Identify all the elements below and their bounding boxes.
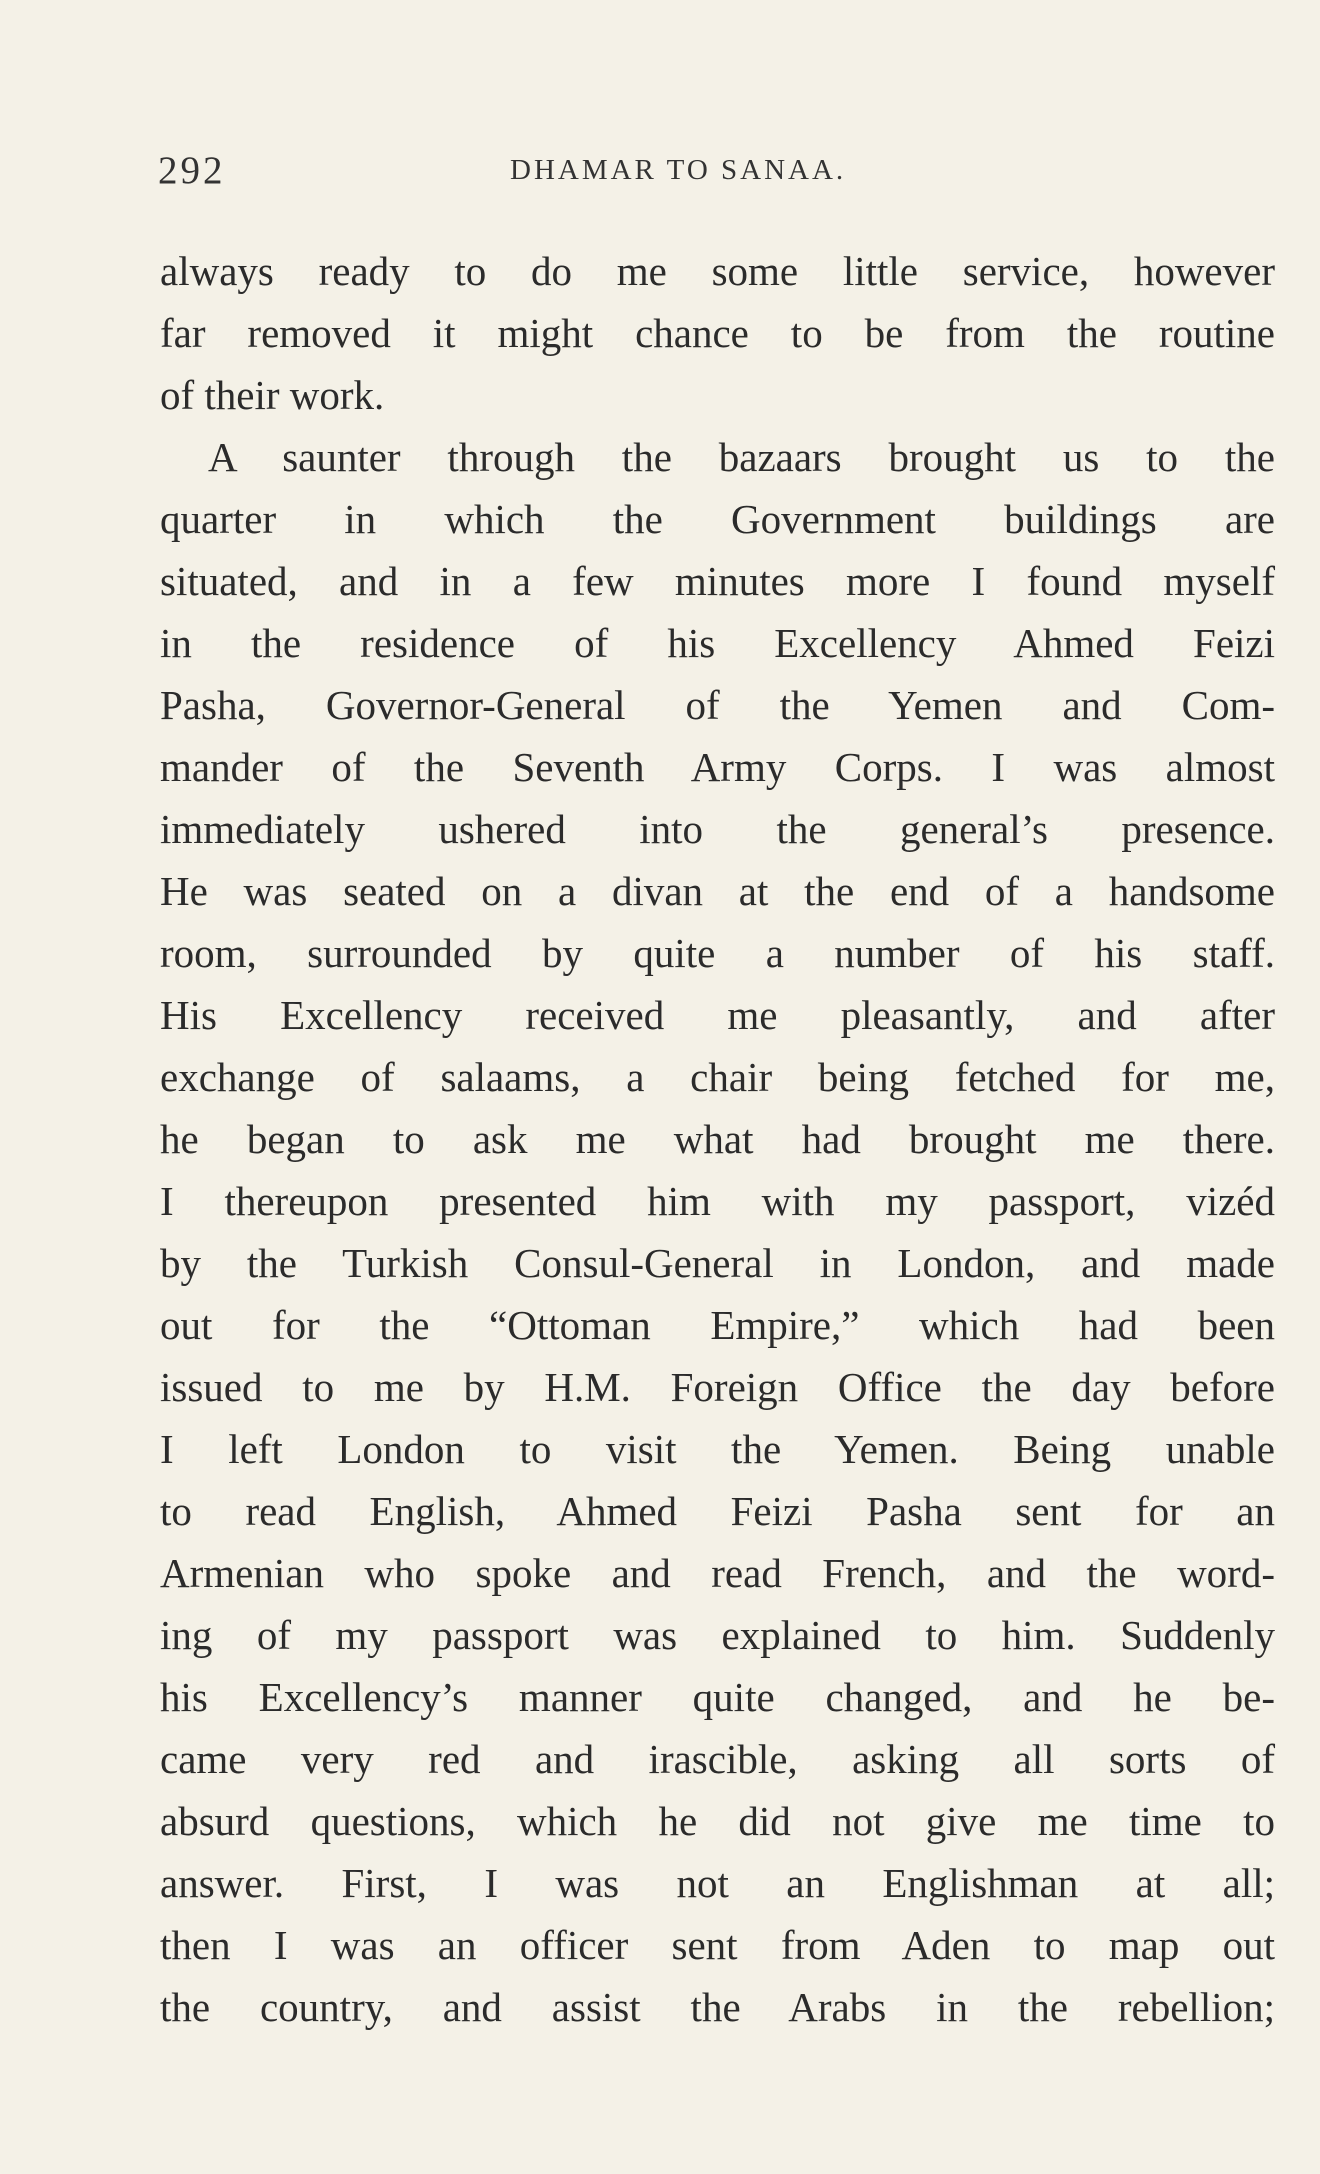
- text-line: absurd questions, which he did not give me time to: [160, 1798, 1275, 1844]
- text-line: by the Turkish Consul-General in London, and made: [160, 1240, 1275, 1286]
- running-title: DHAMAR TO SANAA.: [510, 154, 847, 186]
- body-text: [160, 240, 1275, 2038]
- text-line: room, surrounded by quite a number of his staff.: [160, 930, 1275, 976]
- text-line: then I was an officer sent from Aden to map out: [160, 1922, 1275, 1968]
- text-line: immediately ushered into the general’s presence.: [160, 806, 1275, 852]
- text-line: to read English, Ahmed Feizi Pasha sent for an: [160, 1488, 1275, 1534]
- text-line: far removed it might chance to be from the routine: [160, 310, 1275, 356]
- text-line: in the residence of his Excellency Ahmed Feizi: [160, 620, 1275, 666]
- paragraph-first-line: A saunter through the bazaars brought us to the: [208, 434, 1275, 480]
- page-number: 292: [158, 149, 226, 192]
- text-line: situated, and in a few minutes more I found myself: [160, 558, 1275, 604]
- text-line: He was seated on a divan at the end of a handsome: [160, 868, 1275, 914]
- text-line: he began to ask me what had brought me there.: [160, 1116, 1275, 1162]
- text-line: out for the “Ottoman Empire,” which had been: [160, 1302, 1275, 1348]
- text-line: Armenian who spoke and read French, and the word-: [160, 1550, 1275, 1596]
- text-line: His Excellency received me pleasantly, and after: [160, 992, 1275, 1038]
- text-line: answer. First, I was not an Englishman at all;: [160, 1860, 1275, 1906]
- text-line: issued to me by H.M. Foreign Office the day before: [160, 1364, 1275, 1410]
- text-line: I thereupon presented him with my passport, vizéd: [160, 1178, 1275, 1224]
- text-line: exchange of salaams, a chair being fetched for me,: [160, 1054, 1275, 1100]
- text-line: always ready to do me some little service, however: [160, 248, 1275, 294]
- text-line: mander of the Seventh Army Corps. I was almost: [160, 744, 1275, 790]
- text-line: I left London to visit the Yemen. Being unable: [160, 1426, 1275, 1472]
- text-line: his Excellency’s manner quite changed, and he be-: [160, 1674, 1275, 1720]
- running-head: [158, 148, 1278, 198]
- text-line: ing of my passport was explained to him. Suddenly: [160, 1612, 1275, 1658]
- text-line: of their work.: [160, 372, 385, 418]
- text-line: the country, and assist the Arabs in the rebellion;: [160, 1984, 1275, 2030]
- text-line: Pasha, Governor-General of the Yemen and Com-: [160, 682, 1275, 728]
- text-line: quarter in which the Government buildings are: [160, 496, 1275, 542]
- text-line: came very red and irascible, asking all sorts of: [160, 1736, 1275, 1782]
